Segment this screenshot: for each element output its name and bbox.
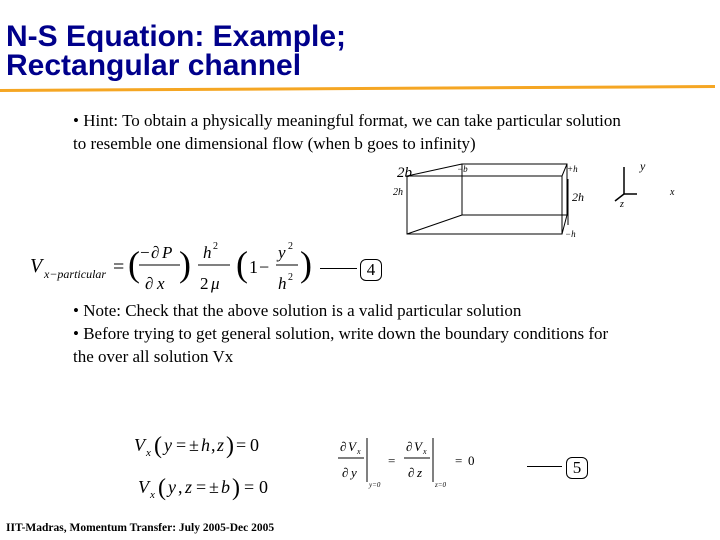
svg-text:=: = — [196, 477, 207, 497]
equation-5-label: 5 — [566, 457, 588, 479]
equation-5-leader — [527, 466, 562, 467]
equation-4-leader — [320, 268, 357, 269]
height-right-label: 2h — [572, 190, 584, 204]
svg-text:z: z — [417, 465, 423, 480]
svg-text:=: = — [244, 477, 255, 497]
svg-text:μ: μ — [211, 274, 220, 293]
slide-title — [6, 22, 426, 80]
note-check-solution: • Note: Check that the above solution is a valid particular solution — [73, 301, 522, 320]
svg-text:y=0: y=0 — [369, 481, 381, 489]
boundary-conditions-derivatives — [330, 432, 490, 494]
svg-text:(: ( — [154, 433, 162, 459]
svg-text:=: = — [236, 435, 247, 455]
svg-text:2: 2 — [213, 241, 218, 252]
svg-text:V: V — [30, 255, 43, 277]
svg-text:y: y — [278, 243, 286, 262]
axis-x-label: x — [670, 187, 675, 198]
svg-text:): ) — [232, 475, 240, 501]
height-left-label: 2h — [393, 187, 403, 198]
svg-text:0: 0 — [468, 453, 475, 468]
svg-text:P: P — [162, 243, 173, 262]
svg-text:V: V — [414, 439, 422, 454]
svg-text:x−particular: x−particular — [44, 267, 107, 281]
svg-text:z=0: z=0 — [435, 481, 446, 489]
svg-text:(: ( — [128, 244, 140, 284]
note-boundary-conditions: • Before trying to get general solution, write down the boundary conditions for the over all solution Vx — [73, 324, 609, 366]
svg-text:∂: ∂ — [340, 439, 347, 454]
title-line-1: N-S Equation: Example; — [6, 20, 347, 53]
svg-text:V: V — [134, 435, 145, 455]
boundary-conditions-vx — [128, 425, 288, 505]
svg-text:y: y — [351, 465, 357, 480]
svg-text:V: V — [138, 477, 149, 497]
svg-text:=: = — [455, 453, 463, 468]
svg-text:h: h — [201, 435, 210, 455]
svg-text:x: x — [423, 447, 427, 456]
svg-text:∂: ∂ — [342, 465, 349, 480]
svg-text:0: 0 — [250, 435, 259, 455]
svg-text:z: z — [185, 477, 193, 497]
svg-text:,: , — [178, 477, 183, 497]
svg-text:2: 2 — [288, 241, 293, 252]
svg-text:,: , — [211, 435, 216, 455]
svg-text:∂: ∂ — [145, 274, 154, 293]
svg-text:): ) — [179, 244, 191, 284]
svg-text:2: 2 — [200, 274, 209, 293]
svg-text:x: x — [357, 447, 361, 456]
svg-text:∂: ∂ — [406, 439, 413, 454]
hint-text: • Hint: To obtain a physically meaningful format, we can take particular solution to resemble one dimensional flow (when b goes to infinity) — [73, 111, 621, 153]
svg-text:(: ( — [158, 475, 166, 501]
title-underline — [0, 80, 720, 94]
svg-text:h: h — [203, 243, 212, 262]
svg-text:b: b — [221, 477, 230, 497]
svg-text:y: y — [168, 477, 176, 497]
footer-text: IIT-Madras, Momentum Transfer: July 2005-Dec 2005 — [6, 522, 275, 534]
svg-text:y: y — [164, 435, 172, 455]
svg-text:V: V — [348, 439, 356, 454]
svg-text:−: − — [140, 243, 150, 262]
svg-text:0: 0 — [259, 477, 268, 497]
channel-diagram — [385, 155, 685, 245]
coordinate-axes — [615, 167, 637, 201]
svg-text:=: = — [388, 453, 396, 468]
svg-text:=: = — [176, 435, 187, 455]
svg-text:±: ± — [209, 477, 219, 497]
svg-text:x: x — [150, 489, 155, 501]
svg-text:−: − — [259, 257, 270, 277]
left-b-label: −b — [457, 164, 468, 174]
svg-text:z: z — [217, 435, 225, 455]
equation-particular-solution — [28, 232, 318, 304]
svg-text:∂: ∂ — [151, 243, 160, 262]
notes-block — [73, 299, 633, 368]
svg-text:(: ( — [236, 244, 248, 284]
equation-4-label: 4 — [360, 259, 382, 281]
axis-y-label: y — [640, 159, 646, 173]
svg-text:1: 1 — [249, 257, 258, 277]
svg-text:): ) — [226, 433, 234, 459]
svg-text:): ) — [300, 244, 312, 284]
svg-text:2: 2 — [288, 272, 293, 283]
svg-text:∂: ∂ — [408, 465, 415, 480]
svg-text:h: h — [278, 274, 287, 293]
width-label: 2b — [397, 165, 412, 181]
axis-z-label: z — [620, 199, 624, 210]
plus-h-label: +h — [567, 164, 578, 174]
title-line-2: Rectangular channel — [6, 49, 302, 82]
minus-h-label: −h — [565, 229, 576, 239]
svg-text:±: ± — [189, 435, 199, 455]
svg-text:x: x — [157, 274, 165, 293]
svg-text:x: x — [146, 447, 151, 459]
svg-text:=: = — [113, 256, 125, 278]
